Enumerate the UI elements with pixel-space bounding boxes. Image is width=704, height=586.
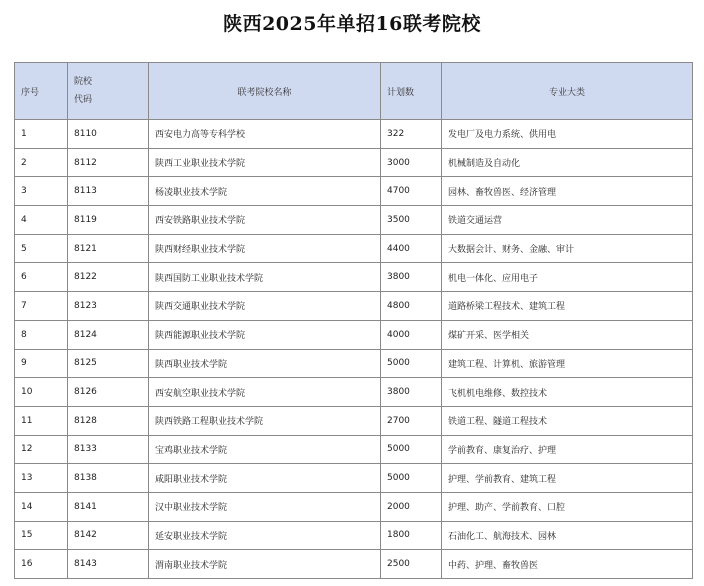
table-row: [15, 435, 693, 464]
cell-major: 大数据会计、财务、金融、审计: [442, 234, 693, 263]
cell-major: 铁道交通运营: [442, 206, 693, 235]
cell-name: 汉中职业技术学院: [149, 492, 381, 521]
cell-index: 13: [15, 464, 68, 493]
cell-code: 8133: [68, 435, 149, 464]
cell-code: 8126: [68, 378, 149, 407]
cell-index: 8: [15, 320, 68, 349]
cell-plan: 3800: [381, 263, 442, 292]
table-row: [15, 234, 693, 263]
table-row: [15, 550, 693, 579]
table-body: [15, 120, 693, 579]
cell-major: 建筑工程、计算机、旅游管理: [442, 349, 693, 378]
cell-code: 8119: [68, 206, 149, 235]
cell-major: 道路桥梁工程技术、建筑工程: [442, 292, 693, 321]
cell-major: 铁道工程、隧道工程技术: [442, 406, 693, 435]
table-row: [15, 320, 693, 349]
table-row: [15, 263, 693, 292]
table-row: [15, 406, 693, 435]
header-code: [68, 63, 149, 120]
cell-name: 陕西工业职业技术学院: [149, 148, 381, 177]
cell-name: 延安职业技术学院: [149, 521, 381, 550]
cell-plan: 2500: [381, 550, 442, 579]
cell-name: 杨凌职业技术学院: [149, 177, 381, 206]
cell-name: 渭南职业技术学院: [149, 550, 381, 579]
cell-plan: 4000: [381, 320, 442, 349]
cell-code: 8123: [68, 292, 149, 321]
cell-index: 11: [15, 406, 68, 435]
cell-name: 陕西交通职业技术学院: [149, 292, 381, 321]
table-row: [15, 292, 693, 321]
cell-code: 8138: [68, 464, 149, 493]
cell-name: 陕西铁路工程职业技术学院: [149, 406, 381, 435]
table-row: [15, 378, 693, 407]
cell-plan: 2700: [381, 406, 442, 435]
table-row: [15, 120, 693, 149]
cell-name: 西安电力高等专科学校: [149, 120, 381, 149]
header-code-line1: 院校: [74, 77, 93, 87]
cell-plan: 1800: [381, 521, 442, 550]
header-code-line2: 代码: [74, 95, 93, 105]
cell-major: 园林、畜牧兽医、经济管理: [442, 177, 693, 206]
cell-code: 8128: [68, 406, 149, 435]
cell-code: 8112: [68, 148, 149, 177]
header-plan: 计划数: [381, 63, 442, 120]
cell-code: 8141: [68, 492, 149, 521]
schools-table: [14, 62, 693, 579]
cell-major: 护理、助产、学前教育、口腔: [442, 492, 693, 521]
cell-major: 护理、学前教育、建筑工程: [442, 464, 693, 493]
cell-major: 中药、护理、畜牧兽医: [442, 550, 693, 579]
cell-major: 飞机机电维修、数控技术: [442, 378, 693, 407]
cell-name: 咸阳职业技术学院: [149, 464, 381, 493]
cell-code: 8143: [68, 550, 149, 579]
cell-name: 西安航空职业技术学院: [149, 378, 381, 407]
table-row: [15, 349, 693, 378]
table-row: [15, 521, 693, 550]
cell-major: 学前教育、康复治疗、护理: [442, 435, 693, 464]
cell-name: 西安铁路职业技术学院: [149, 206, 381, 235]
cell-name: 陕西国防工业职业技术学院: [149, 263, 381, 292]
cell-code: 8113: [68, 177, 149, 206]
cell-index: 5: [15, 234, 68, 263]
cell-code: 8124: [68, 320, 149, 349]
cell-index: 12: [15, 435, 68, 464]
cell-name: 陕西职业技术学院: [149, 349, 381, 378]
header-major: 专业大类: [442, 63, 693, 120]
cell-major: 机械制造及自动化: [442, 148, 693, 177]
cell-index: 1: [15, 120, 68, 149]
cell-major: 发电厂及电力系统、供用电: [442, 120, 693, 149]
cell-major: 机电一体化、应用电子: [442, 263, 693, 292]
header-name: 联考院校名称: [149, 63, 381, 120]
cell-index: 6: [15, 263, 68, 292]
cell-plan: 3000: [381, 148, 442, 177]
cell-plan: 2000: [381, 492, 442, 521]
cell-index: 16: [15, 550, 68, 579]
cell-plan: 5000: [381, 464, 442, 493]
cell-index: 15: [15, 521, 68, 550]
cell-code: 8122: [68, 263, 149, 292]
cell-plan: 3500: [381, 206, 442, 235]
cell-plan: 4800: [381, 292, 442, 321]
cell-plan: 5000: [381, 349, 442, 378]
cell-major: 石油化工、航海技术、园林: [442, 521, 693, 550]
table-header-row: [15, 63, 693, 120]
cell-name: 陕西能源职业技术学院: [149, 320, 381, 349]
cell-code: 8142: [68, 521, 149, 550]
cell-plan: 4700: [381, 177, 442, 206]
table-row: [15, 177, 693, 206]
table-row: [15, 492, 693, 521]
cell-index: 9: [15, 349, 68, 378]
cell-plan: 3800: [381, 378, 442, 407]
cell-name: 陕西财经职业技术学院: [149, 234, 381, 263]
cell-major: 煤矿开采、医学相关: [442, 320, 693, 349]
cell-index: 10: [15, 378, 68, 407]
page-title: 陕西2025年单招16联考院校: [223, 13, 481, 35]
cell-index: 7: [15, 292, 68, 321]
cell-plan: 4400: [381, 234, 442, 263]
header-index: 序号: [15, 63, 68, 120]
cell-code: 8121: [68, 234, 149, 263]
cell-plan: 322: [381, 120, 442, 149]
cell-code: 8125: [68, 349, 149, 378]
cell-code: 8110: [68, 120, 149, 149]
cell-index: 4: [15, 206, 68, 235]
table-row: [15, 464, 693, 493]
cell-index: 2: [15, 148, 68, 177]
table-row: [15, 148, 693, 177]
cell-index: 14: [15, 492, 68, 521]
cell-name: 宝鸡职业技术学院: [149, 435, 381, 464]
table-row: [15, 206, 693, 235]
cell-plan: 5000: [381, 435, 442, 464]
cell-index: 3: [15, 177, 68, 206]
